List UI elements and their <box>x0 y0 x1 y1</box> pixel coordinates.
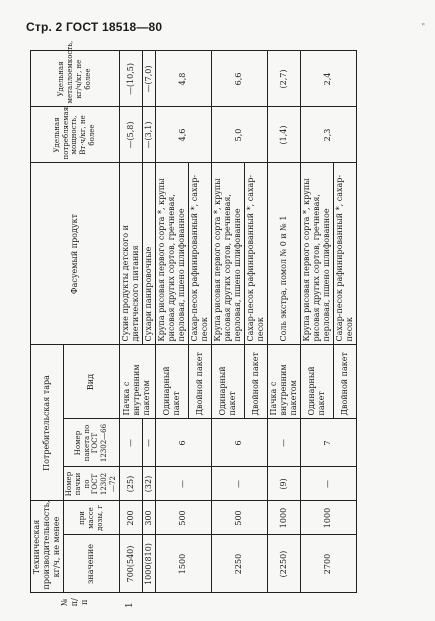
cell-kind: Одинарный пакет <box>155 345 188 419</box>
cell-value: 700(540) <box>119 535 142 593</box>
cell-value: 1000(810) <box>142 535 155 593</box>
row-number <box>142 593 155 611</box>
cell-min-mass: 1000 <box>267 501 300 535</box>
cell-product: Крупа рисовая первого сорта *, крупы рисовая других сортов, гречневая, перловая, пшено шлифованное <box>300 163 333 345</box>
cell-product: Сахар-песок рафинированный *, сахар-песок <box>333 163 356 345</box>
cell-min-mass: 300 <box>142 501 155 535</box>
cell-product: Соль экстра, помол № 0 и № 1 <box>267 163 300 345</box>
table-row <box>155 51 188 611</box>
row-number: 1 <box>124 602 135 608</box>
cell-pachka: — <box>300 467 356 501</box>
cell-product: Сухие продукты детского и диетического питания <box>119 163 142 345</box>
col-header-value: значение <box>64 535 120 593</box>
col-header-consumer-tare: Потребительская тара <box>31 345 64 501</box>
cell-product: Сухари панировочные <box>142 163 155 345</box>
row-number <box>211 593 267 611</box>
row-number <box>267 593 300 611</box>
cell-power: —(5,8) <box>119 107 142 163</box>
cell-power: 2,3 <box>300 107 356 163</box>
cell-kind: Одинарный пакет <box>211 345 244 419</box>
cell-mass: 2,4 <box>300 51 356 107</box>
cell-power: —(3,1) <box>142 107 155 163</box>
cell-power: 5,0 <box>211 107 267 163</box>
cell-pachka: — <box>155 467 211 501</box>
cell-kind: Пачка с внутренним пакетом <box>119 345 155 419</box>
cell-min-mass: 500 <box>211 501 267 535</box>
cell-product: Сахар-песок рафинированный *, сахар-песок <box>244 163 267 345</box>
cell-kind: Двойной пакет <box>188 345 211 419</box>
cell-pachka: (25) <box>119 467 142 501</box>
cell-min-mass: 500 <box>155 501 211 535</box>
cell-value: 2700 <box>300 535 356 593</box>
col-header-tech-perf: Техническая производительность, кг/ч, не менее <box>31 501 64 593</box>
cell-mass: —(7,0) <box>142 51 155 107</box>
cell-kind: Двойной пакет <box>333 345 356 419</box>
cell-power: 4,6 <box>155 107 211 163</box>
cell-kind: Пачка с внутренним пакетом <box>267 345 300 419</box>
col-header-product: Фасуемый продукт <box>31 163 120 345</box>
table-row <box>142 51 155 611</box>
col-header-row-no: № п/п <box>59 598 89 607</box>
cell-kind: Одинарный пакет <box>300 345 333 419</box>
cell-value: (2250) <box>267 535 300 593</box>
col-header-package-number: Номер пакета по ГОСТ 12302—66 <box>64 419 120 467</box>
cell-paket: 6 <box>155 419 211 467</box>
col-header-mass: Удельная металлоемкость, кг/ч/кг, не более <box>31 51 120 107</box>
cell-min-mass: 200 <box>119 501 142 535</box>
cell-min-mass: 1000 <box>300 501 356 535</box>
col-header-power: Удельная потребляемая мощность, Вт·ч/кг, не более <box>31 107 120 163</box>
cell-paket: — <box>119 419 142 467</box>
rotated-table-container <box>30 40 370 611</box>
cell-kind: Двойной пакет <box>244 345 267 419</box>
cell-value: 2250 <box>211 535 267 593</box>
page-id: " <box>421 22 425 31</box>
cell-product: Крупа рисовая первого сорта *, крупы рисовая других сортов, гречневая, перловая, пшено шлифованное <box>211 163 244 345</box>
specification-table <box>30 40 357 612</box>
row-number <box>300 593 356 611</box>
cell-mass: (2,7) <box>267 51 300 107</box>
table-row <box>267 51 300 611</box>
cell-mass: 6,6 <box>211 51 267 107</box>
cell-value: 1500 <box>155 535 211 593</box>
row-number <box>155 593 211 611</box>
cell-mass: 4,8 <box>155 51 211 107</box>
table-row <box>119 51 142 611</box>
cell-paket: 6 <box>211 419 267 467</box>
cell-pachka: — <box>211 467 267 501</box>
cell-paket: — <box>267 419 300 467</box>
page-header: Стр. 2 ГОСТ 18518—80 <box>26 20 163 34</box>
table-row <box>300 51 333 611</box>
cell-paket: — <box>142 419 155 467</box>
col-header-kind: Вид <box>64 345 120 419</box>
cell-mass: —(10,5) <box>119 51 142 107</box>
cell-paket: 7 <box>300 419 356 467</box>
cell-pachka: (9) <box>267 467 300 501</box>
cell-product: Сахар-песок рафинированный *, сахар-песок <box>188 163 211 345</box>
cell-product: Крупа рисовая первого сорта *, крупы рисовая других сортов, гречневая, перловая, пшено шлифованное <box>155 163 188 345</box>
cell-power: (1,4) <box>267 107 300 163</box>
cell-pachka: (32) <box>142 467 155 501</box>
table-row <box>211 51 244 611</box>
col-header-tare-number: Номер пачки по ГОСТ 12302—72 <box>64 467 120 501</box>
col-header-min-mass: при массе дозы, г <box>64 501 120 535</box>
